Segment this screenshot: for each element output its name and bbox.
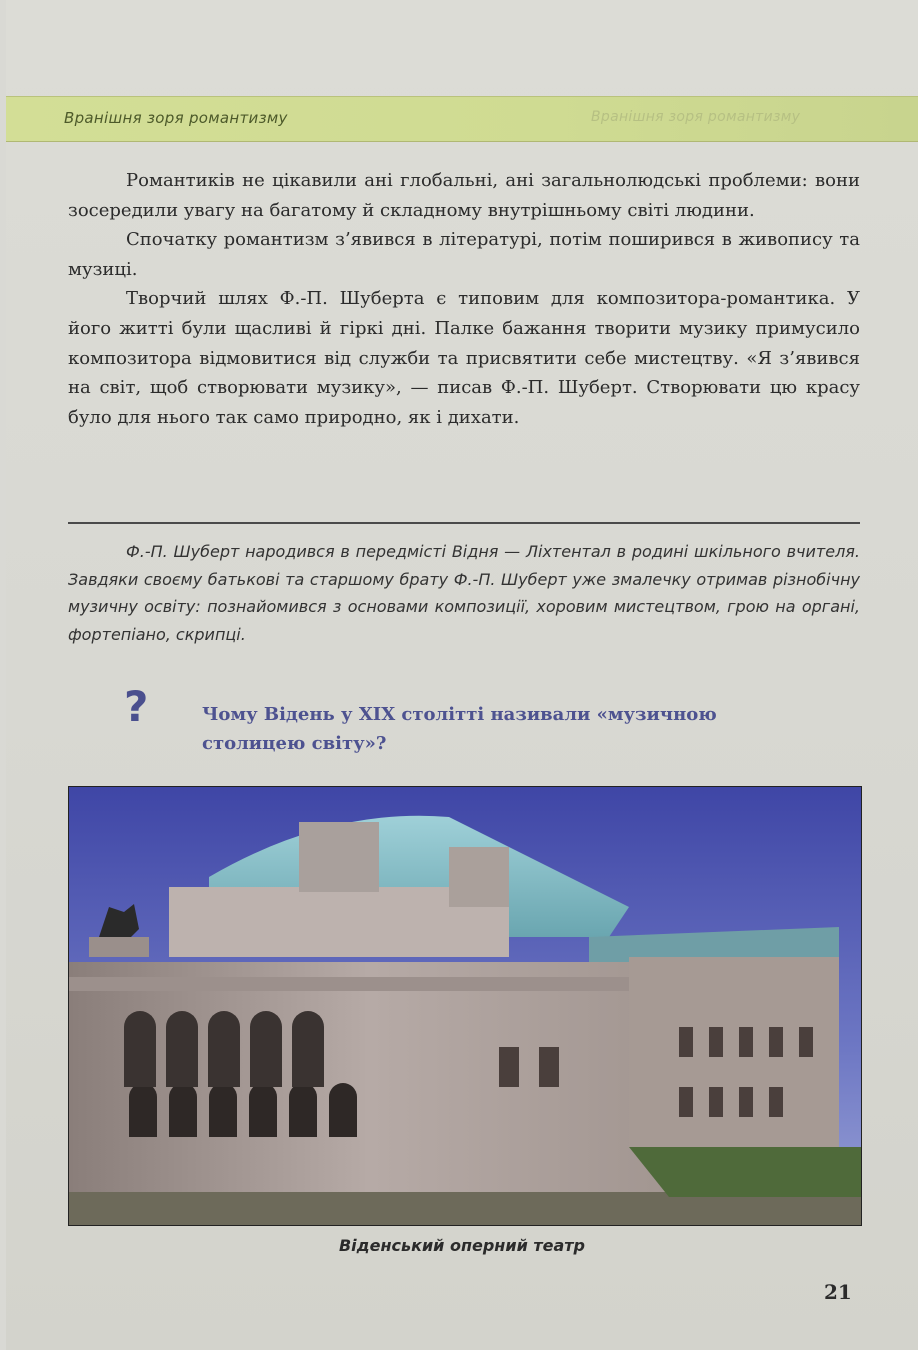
question-icon: ?	[124, 682, 149, 731]
note-text: Ф.-П. Шуберт народився в передмісті Відня — Ліхтентал в родині шкільного вчителя. Завдяки своєму батькові та старшому брату Ф.-П. Шуберт уже змалечку отримав різнобічну музичну освіту: познайомився з основами композиції, хоровим мистецтвом, грою на органі, фортепіано, скрипці.	[68, 542, 860, 644]
textbook-page	[6, 0, 918, 1350]
biography-note	[68, 538, 860, 648]
page-number: 21	[824, 1280, 852, 1304]
question-text: Чому Відень у XIX столітті називали «музичною столицею світу»?	[202, 704, 717, 754]
main-text	[68, 166, 860, 432]
paragraph: Творчий шлях Ф.-П. Шуберта є типовим для композитора-романтика. У його житті були щасливі й гіркі дні. Палке бажання творити музику примусило композитора відмовитися від служби та присвятити себе мистецтву. «Я з’явився на світ, щоб створювати музику», — писав Ф.-П. Шуберт. Створювати цю красу було для нього так само природно, як і дихати.	[68, 288, 860, 428]
section-title-faint: Вранішня зоря романтизму	[591, 109, 801, 125]
photo-caption: Віденський оперний театр	[338, 1236, 585, 1255]
paragraph: Романтиків не цікавили ані глобальні, ані загальнолюдські проблеми: вони зосередили увагу на багатому й складному внутрішньому світі людини.	[68, 170, 860, 221]
opera-house-illustration	[69, 787, 861, 1225]
paragraph: Спочатку романтизм з’явився в літературі, потім поширився в живопису та музиці.	[68, 229, 860, 280]
running-header	[6, 96, 918, 142]
vienna-opera-photo	[68, 786, 862, 1226]
section-title: Вранішня зоря романтизму	[64, 109, 288, 127]
divider	[68, 522, 860, 524]
